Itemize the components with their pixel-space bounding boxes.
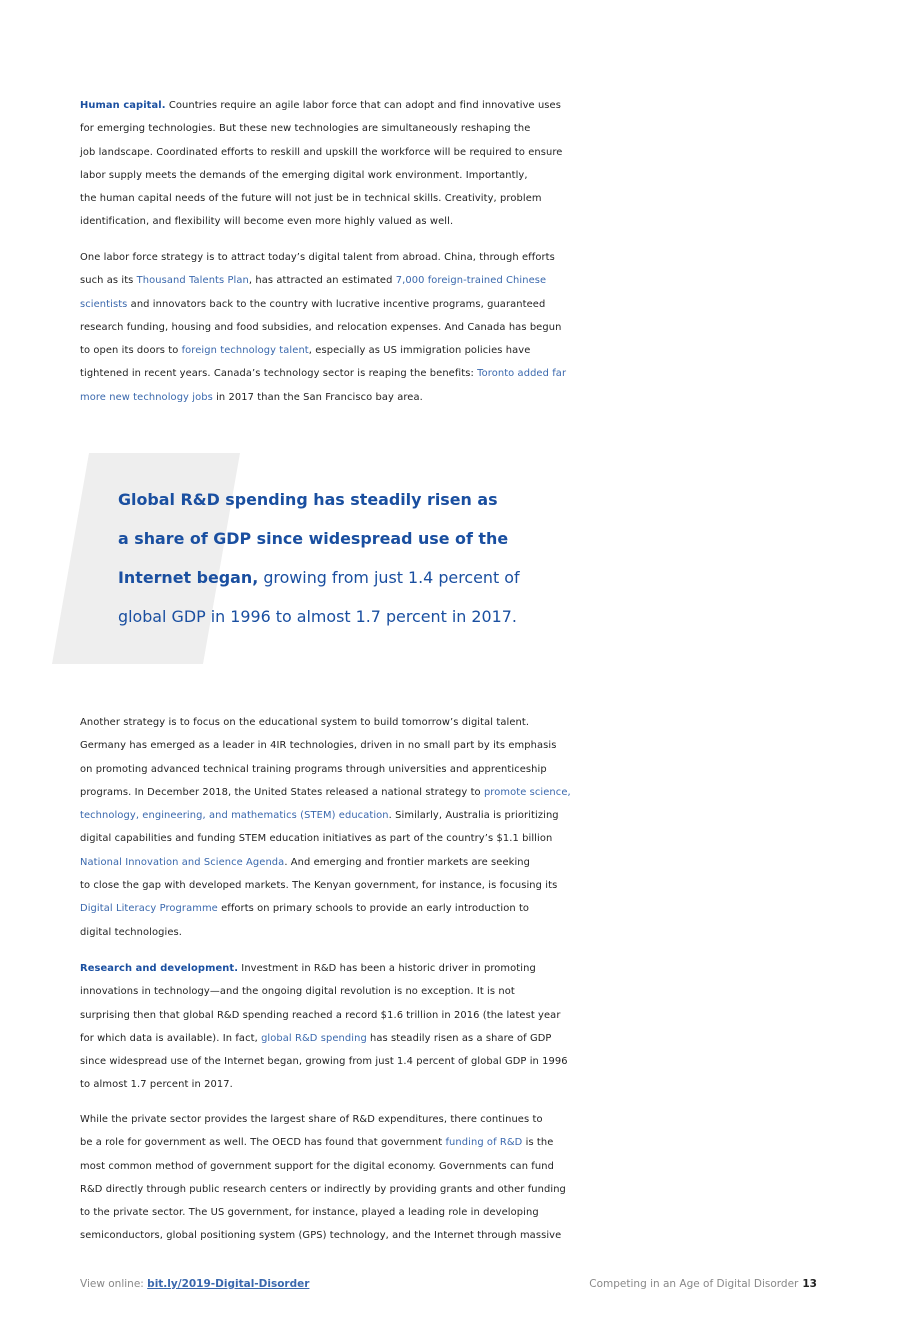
text-run: One labor force strategy is to attract today’s digital talent from abroad. China, through efforts [80, 252, 555, 263]
inline-link[interactable]: 7,000 foreign-trained Chinese [395, 275, 547, 287]
text-line [80, 1004, 820, 1027]
footer-report-info [589, 1278, 817, 1290]
inline-link[interactable]: technology, engineering, and mathematics (STEM) education [80, 810, 389, 822]
text-run: is the [522, 1137, 554, 1149]
text-run: digital capabilities and funding STEM education initiatives as part of the country’s $1.1 billion [80, 833, 553, 845]
text-line [80, 1224, 820, 1247]
text-run: and innovators back to the country with lucrative incentive programs, guaranteed [127, 298, 546, 310]
quote-line [118, 480, 838, 519]
text-line [80, 980, 820, 1003]
text-run: Investment in R&D has been a historic driver in promoting [238, 963, 536, 974]
inline-link[interactable]: Toronto added far [477, 368, 567, 380]
page-number: 13 [802, 1278, 817, 1290]
text-line [80, 1155, 820, 1178]
quote-line [118, 597, 838, 636]
view-online-link[interactable]: bit.ly/2019-Digital-Disorder [147, 1278, 310, 1290]
text-run: has steadily risen as a share of GDP [366, 1032, 552, 1044]
text-run: for emerging technologies. But these new technologies are simultaneously reshaping the [80, 123, 531, 135]
footer-view-online [80, 1278, 309, 1290]
quote-text: global GDP in 1996 to almost 1.7 percent in 2017. [118, 607, 517, 626]
education-paragraph [80, 711, 820, 944]
text-run: Another strategy is to focus on the educational system to build tomorrow’s digital talent. [80, 717, 530, 728]
text-run: to the private sector. The US government, for instance, played a leading role in developing [80, 1207, 539, 1219]
inline-link[interactable]: funding of R&D [445, 1137, 523, 1149]
text-run: . Similarly, Australia is prioritizing [388, 810, 559, 822]
text-run: to open its doors to [80, 345, 182, 357]
text-run: , especially as US immigration policies have [308, 345, 531, 357]
text-run: for which data is available). In fact, [80, 1032, 262, 1044]
text-line [80, 758, 820, 781]
text-line [80, 1073, 820, 1096]
text-run: research funding, housing and food subsidies, and relocation expenses. And Canada has begun [80, 321, 562, 333]
text-line [80, 851, 820, 874]
text-line [80, 897, 820, 920]
text-run: be a role for government as well. The OECD has found that government [80, 1137, 446, 1149]
text-run: efforts on primary schools to provide an early introduction to [217, 903, 530, 915]
quote-line [118, 519, 838, 558]
text-line [80, 1027, 820, 1050]
text-run: most common method of government support for the digital economy. Governments can fund [80, 1160, 554, 1172]
quote-emphasis: Global R&D spending has steadily risen as [118, 490, 498, 509]
text-line [80, 164, 820, 187]
text-line [80, 734, 820, 757]
text-line [80, 1178, 820, 1201]
text-line [80, 804, 820, 827]
text-line [80, 269, 820, 292]
text-line [80, 339, 820, 362]
text-line [80, 711, 820, 734]
text-run: programs. In December 2018, the United States released a national strategy to [80, 786, 484, 798]
text-line [80, 781, 820, 804]
section-lead-heading: Human capital. [80, 100, 166, 111]
text-run: job landscape. Coordinated efforts to reskill and upskill the workforce will be required to ensure [80, 146, 563, 158]
quote-emphasis: a share of GDP since widespread use of the [118, 529, 509, 548]
text-run: . And emerging and frontier markets are seeking [284, 856, 531, 868]
government-funding-paragraph [80, 1108, 820, 1248]
text-run: labor supply meets the demands of the emerging digital work environment. Importantly, [80, 169, 528, 181]
text-line [80, 246, 820, 269]
report-title: Competing in an Age of Digital Disorder [589, 1278, 799, 1290]
text-line [80, 316, 820, 339]
text-line [80, 1050, 820, 1073]
inline-link[interactable]: Thousand Talents Plan [136, 275, 249, 287]
text-line [80, 1108, 820, 1131]
inline-link[interactable]: more new technology jobs [80, 391, 213, 403]
inline-link[interactable]: National Innovation and Science Agenda [80, 856, 285, 868]
text-line [80, 293, 820, 316]
text-run: , has attracted an estimated [248, 275, 396, 287]
text-line [80, 362, 820, 385]
text-run: semiconductors, global positioning system (GPS) technology, and the Internet through massive [80, 1230, 562, 1242]
quote-emphasis: Internet began, [118, 568, 259, 587]
text-run: to almost 1.7 percent in 2017. [80, 1079, 233, 1091]
research-paragraph [80, 957, 820, 1097]
text-run: R&D directly through public research centers or indirectly by providing grants and other funding [80, 1183, 566, 1195]
section-research [80, 957, 820, 1097]
section-government-funding [80, 1108, 820, 1248]
text-run: digital technologies. [80, 926, 183, 938]
text-run: innovations in technology—and the ongoing digital revolution is no exception. It is not [80, 986, 515, 998]
text-line [80, 1131, 820, 1154]
talent-abroad-paragraph [80, 246, 820, 409]
text-run: tightened in recent years. Canada’s technology sector is reaping the benefits: [80, 368, 478, 380]
inline-link[interactable]: promote science, [483, 786, 571, 798]
text-run: such as its [80, 275, 137, 287]
text-run: Countries require an agile labor force that can adopt and find innovative uses [165, 100, 561, 111]
pull-quote [118, 480, 838, 636]
view-online-label: View online: [80, 1278, 148, 1290]
text-line [80, 386, 820, 409]
text-line [80, 957, 820, 980]
text-line [80, 94, 820, 117]
text-line [80, 117, 820, 140]
inline-link[interactable]: scientists [80, 298, 128, 310]
quote-line [118, 558, 838, 597]
quote-text: growing from just 1.4 percent of [258, 568, 520, 587]
text-line [80, 187, 820, 210]
section-human-capital [80, 94, 820, 234]
text-run: to close the gap with developed markets. The Kenyan government, for instance, is focusing its [80, 880, 558, 892]
text-run: since widespread use of the Internet began, growing from just 1.4 percent of global GDP in 1996 [80, 1056, 568, 1068]
text-run: Germany has emerged as a leader in 4IR technologies, driven in no small part by its emphasis [80, 740, 557, 752]
text-run: identification, and flexibility will become even more highly valued as well. [80, 216, 454, 228]
text-run: While the private sector provides the largest share of R&D expenditures, there continues to [80, 1114, 543, 1125]
inline-link[interactable]: Digital Literacy Programme [80, 903, 218, 915]
text-line [80, 921, 820, 944]
human-capital-paragraph [80, 94, 820, 234]
section-talent-abroad [80, 246, 820, 409]
text-line [80, 141, 820, 164]
text-line [80, 210, 820, 233]
text-line [80, 1201, 820, 1224]
inline-link[interactable]: global R&D spending [261, 1032, 367, 1044]
text-run: in 2017 than the San Francisco bay area. [212, 391, 423, 403]
text-run: surprising then that global R&D spending reached a record $1.6 trillion in 2016 (the latest year [80, 1009, 561, 1021]
text-line [80, 827, 820, 850]
text-line [80, 874, 820, 897]
section-education [80, 711, 820, 944]
text-run: on promoting advanced technical training programs through universities and apprenticeship [80, 763, 547, 775]
section-lead-heading: Research and development. [80, 963, 239, 974]
text-run: the human capital needs of the future will not just be in technical skills. Creativity, problem [80, 193, 542, 205]
inline-link[interactable]: foreign technology talent [181, 345, 309, 357]
